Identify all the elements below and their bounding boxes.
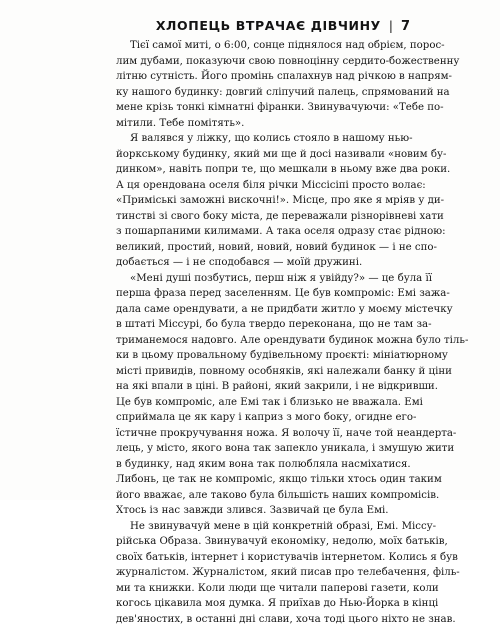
text-line: мітили. Тебе помітять».	[116, 116, 390, 132]
text-line: Тієї самої миті, о 6:00, сонце піднялося над обрієм, порос-	[116, 38, 390, 54]
text-line: лим дубами, показуючи свою повноцінну сердито-божественну	[116, 54, 390, 70]
text-line: добається — і не сподобався — моїй дружині.	[116, 255, 390, 271]
body-text	[116, 38, 390, 627]
text-line: мене крізь тонкі кімнатні фіранки. Звинувачуючи: «Тебе по-	[116, 100, 390, 116]
text-line: рійська Образа. Звинувачуй економіку, недолю, моїх батьків,	[116, 534, 390, 550]
text-line: літню сутність. Його промінь спалахнув над річкою в напрям-	[116, 69, 390, 85]
text-line: Це був компроміс, але Емі так і близько не вважала. Емі	[116, 395, 390, 411]
text-line: Хтось із нас завжди злився. Зазвичай це була Емі.	[116, 503, 390, 519]
text-line: місті привидів, повному особняків, які належали банку й ціни	[116, 364, 390, 380]
running-title: ХЛОПЕЦЬ ВТРАЧАЄ ДІВЧИНУ	[156, 18, 381, 33]
header-separator: |	[389, 19, 393, 33]
text-line: «Мені душі позбутись, перш ніж я увійду?» — це була її	[116, 271, 390, 287]
text-line: його вважає, але таково була більшість наших компромісів.	[116, 488, 390, 504]
text-line: когось цікавила моя думка. Я приїхав до Нью-Йорка в кінці	[116, 596, 390, 612]
running-head	[156, 18, 410, 34]
text-line: їстичне прокручування ножа. Я волочу її, наче той неандерта-	[116, 426, 390, 442]
text-line: на які впали в ціні. В районі, який закрили, і не відкривши.	[116, 379, 390, 395]
text-line: сприймала це як кару і каприз з мого боку, огидне его-	[116, 410, 390, 426]
text-line: великий, простий, новий, новий, новий будинок — і не спо-	[116, 240, 390, 256]
text-line: в штаті Міссурі, бо була твердо переконана, що не там за-	[116, 317, 390, 333]
text-line: лець, у місто, якого вона так запекло уникала, і змушую жити	[116, 441, 390, 457]
text-line: дала саме орендувати, а не придбати житло у моєму містечку	[116, 302, 390, 318]
text-line: Не звинувачуй мене в цій конкретній образі, Емі. Міссу-	[116, 519, 390, 535]
text-line: триманемося надовго. Але орендувати будинок можна було тіль-	[116, 333, 390, 349]
text-line: А ця орендована оселя біля річки Міссісіпі просто волає:	[116, 178, 390, 194]
text-line: Я валявся у ліжку, що колись стояло в нашому нью-	[116, 131, 390, 147]
text-line: журналістом. Журналістом, який писав про телебачення, філь-	[116, 565, 390, 581]
text-line: динком», навіть попри те, що мешкали в ньому вже два роки.	[116, 162, 390, 178]
text-line: тинстві зі свого боку міста, де переважали різнорівневі хати	[116, 209, 390, 225]
text-line: з пошарпаними килимами. А така оселя одразу стає рідною:	[116, 224, 390, 240]
page-number: 7	[401, 19, 410, 34]
text-line: ки в цьому провальному будівельному проєкті: мініатюрному	[116, 348, 390, 364]
text-line: «Приміські заможні вискочні!». Місце, про яке я мріяв у ди-	[116, 193, 390, 209]
text-line: Либонь, це так не компроміс, якщо тільки хтось один таким	[116, 472, 390, 488]
text-line: своїх батьків, інтернет і користувачів інтернетом. Колись я був	[116, 550, 390, 566]
text-line: перша фраза перед заселенням. Це був компроміс: Емі зажа-	[116, 286, 390, 302]
text-line: ми та книжки. Коли люди ще читали паперові газети, коли	[116, 581, 390, 597]
text-line: в будинку, над яким вона так полюбляла насміхатися.	[116, 457, 390, 473]
text-line: йоркському будинку, який ми ще й досі називали «новим бу-	[116, 147, 390, 163]
text-line: ку нашого будинку: довгий сліпучий палець, спрямований на	[116, 85, 390, 101]
text-line: дев'яностих, в останні дні слави, хоча тоді цього ніхто не знав.	[116, 612, 390, 627]
